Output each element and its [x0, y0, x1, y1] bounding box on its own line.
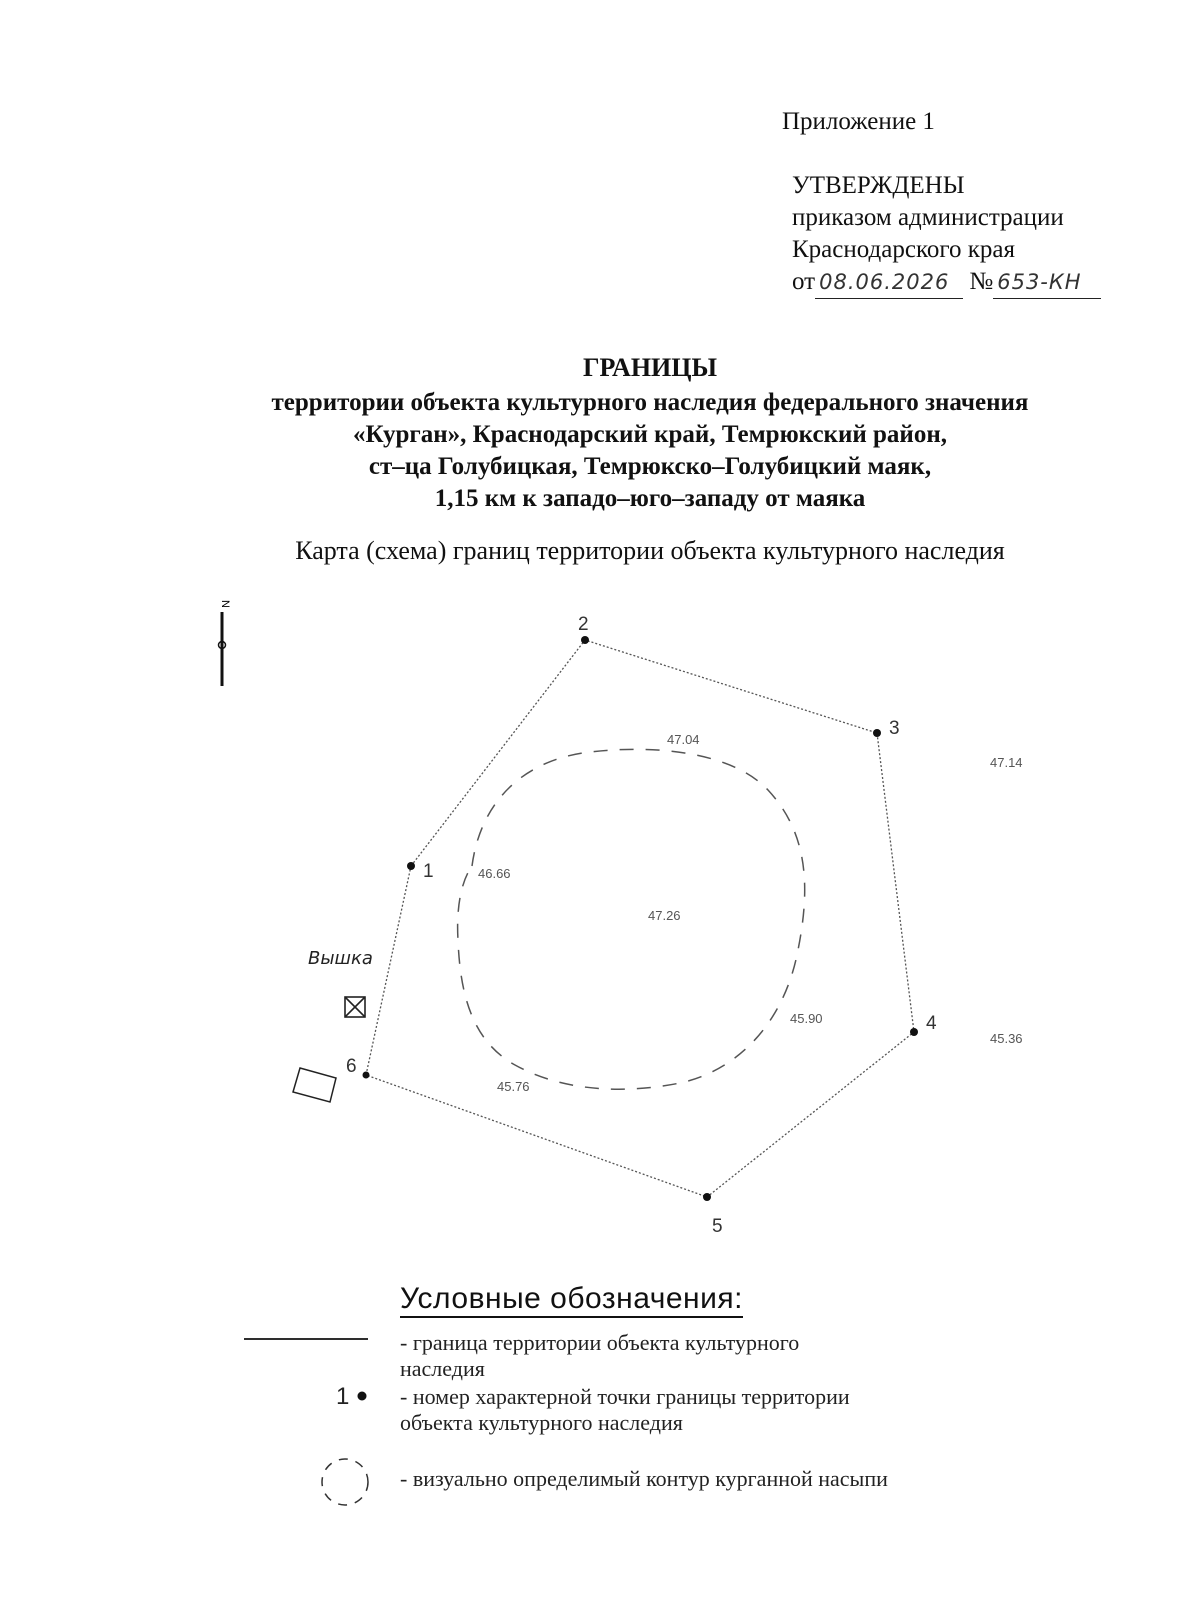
- point-1-label: 1: [423, 861, 434, 882]
- appendix-label: Приложение 1: [782, 108, 935, 135]
- building-outline: [293, 1068, 336, 1102]
- legend-item-text: - визуально определимый контур курганной насыпи: [400, 1466, 888, 1491]
- elevation-label: 45.90: [790, 1011, 823, 1026]
- point-4-label: 4: [926, 1013, 937, 1034]
- legend-point-number: 1: [336, 1383, 350, 1410]
- point-2-label: 2: [578, 614, 589, 635]
- date-prefix: от: [792, 268, 816, 295]
- approved-line-2: Краснодарского края: [792, 236, 1015, 263]
- point-5-label: 5: [712, 1216, 723, 1237]
- point-5-marker: [703, 1193, 711, 1201]
- map-caption: Карта (схема) границ территории объекта культурного наследия: [295, 536, 1005, 565]
- legend-item-contour: [400, 1466, 888, 1492]
- point-3-label: 3: [889, 718, 900, 739]
- elevation-label: 47.14: [990, 755, 1023, 770]
- legend-title-text: Условные обозначения:: [400, 1282, 743, 1318]
- number-prefix: №: [969, 268, 994, 295]
- mound-contour: [458, 749, 805, 1089]
- point-4-marker: [910, 1028, 918, 1036]
- tower-label: Вышка: [308, 948, 373, 969]
- approved-line-1: приказом администрации: [792, 204, 1064, 231]
- elevation-label: 45.36: [990, 1031, 1023, 1046]
- elevation-label: 47.04: [667, 732, 700, 747]
- legend-item-text: наследия: [400, 1356, 485, 1381]
- point-3-marker: [873, 729, 881, 737]
- point-6-label: 6: [346, 1056, 357, 1077]
- subtitle-line-3: ст–ца Голубицкая, Темрюкско–Голубицкий маяк,: [368, 453, 932, 480]
- elevation-label: 46.66: [478, 866, 511, 881]
- boundary-line: [366, 640, 914, 1197]
- legend-item-text: - номер характерной точки границы территории: [400, 1384, 850, 1409]
- point-6-marker: [363, 1072, 370, 1079]
- approval-number: 653-КН: [993, 266, 1101, 299]
- legend-item-boundary: [400, 1330, 799, 1382]
- legend-title: [400, 1282, 743, 1316]
- elevation-label: 45.76: [497, 1079, 530, 1094]
- legend-item-text: объекта культурного наследия: [400, 1410, 683, 1435]
- north-label: N: [219, 600, 231, 608]
- approved-title: УТВЕРЖДЕНЫ: [792, 172, 965, 199]
- legend-item-text: - граница территории объекта культурного: [400, 1330, 800, 1355]
- legend-item-point: [400, 1384, 850, 1436]
- point-2-marker: [581, 636, 589, 644]
- approval-date: 08.06.2026: [815, 266, 963, 299]
- subtitle-line-1: территории объекта культурного наследия федерального значения: [271, 389, 1029, 416]
- subtitle-line-2: «Курган», Краснодарский край, Темрюкский район,: [353, 421, 947, 448]
- legend-contour-icon: [322, 1459, 368, 1505]
- tower-icon: [345, 997, 365, 1017]
- elevation-label: 47.26: [648, 908, 681, 923]
- boundary-points: [363, 636, 919, 1201]
- north-arrow-icon: [219, 600, 232, 686]
- legend-point-icon: [358, 1392, 367, 1401]
- document-title: ГРАНИЦЫ: [582, 353, 718, 382]
- subtitle-line-4: 1,15 км к западо–юго–западу от маяка: [434, 485, 866, 512]
- point-1-marker: [407, 862, 415, 870]
